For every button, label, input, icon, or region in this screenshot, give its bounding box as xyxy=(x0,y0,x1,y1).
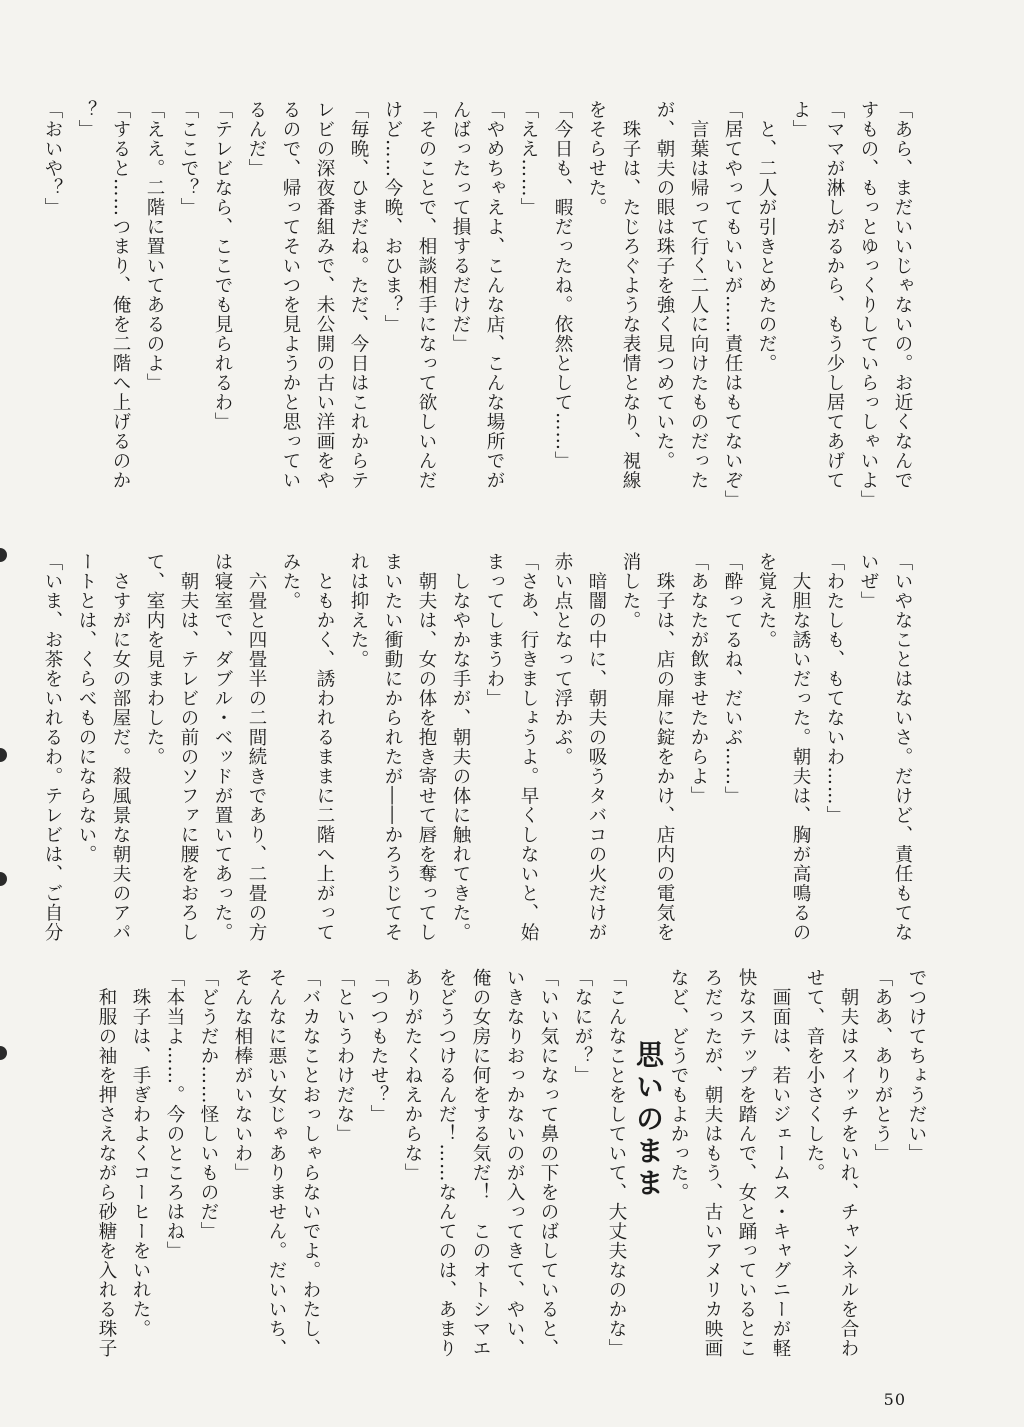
text-column: 大胆な誘いだった。朝夫は、胸が高鳴るの xyxy=(790,552,811,942)
text-column: 「おいや？」 xyxy=(42,100,63,217)
page-number: 50 xyxy=(883,1390,906,1409)
text-column: すもの、もっとゆっくりしていらっしゃいよ」 xyxy=(858,100,879,510)
text-column: 「毎晩、ひまだね。ただ、今日はこれからテ xyxy=(348,100,369,490)
text-column: 「バカなことおっしゃらないでよ。わたし、 xyxy=(300,968,321,1358)
text-column: 珠子は、店の扉に錠をかけ、店内の電気を xyxy=(654,552,675,942)
text-column: ともかく、誘われるままに二階へ上がって xyxy=(314,552,335,942)
text-column: 暗闇の中に、朝夫の吸うタバコの火だけが xyxy=(586,552,607,942)
text-column: でつけてちょうだい」 xyxy=(906,968,927,1163)
binding-hole xyxy=(0,748,7,762)
text-column: 「あなたが飲ませたからよ」 xyxy=(688,552,709,806)
text-column: 「本当よ……。今のところはね」 xyxy=(164,968,185,1261)
text-column: そんなに悪い女じゃありません。だいいち、 xyxy=(266,968,287,1358)
text-column: 朝夫は、テレビの前のソファに腰をおろし xyxy=(178,552,199,942)
text-column: 朝夫はスイッチをいれ、チャンネルを合わ xyxy=(838,968,859,1358)
text-column: 「ええ……」 xyxy=(518,100,539,217)
text-column: ろだったが、朝夫はもう、古いアメリカ映画 xyxy=(702,968,723,1358)
text-column: 「いい気になって鼻の下をのばしていると、 xyxy=(538,968,559,1358)
text-column: けど……今晩、おひま？」 xyxy=(382,100,403,334)
text-column: 「酔ってるね、だいぶ……」 xyxy=(722,552,743,806)
text-column: るので、帰ってそいつを見ようかと思ってい xyxy=(280,100,301,490)
text-column: 「テレビなら、ここでも見られるわ」 xyxy=(212,100,233,432)
text-column: 珠子は、たじろぐような表情となり、視線 xyxy=(620,100,641,490)
text-column: 「なにが？」 xyxy=(572,968,593,1085)
text-column: 「そのことで、相談相手になって欲しいんだ xyxy=(416,100,437,490)
text-column: せて、音を小さくした。 xyxy=(804,968,825,1183)
text-column: を覚えた。 xyxy=(756,552,777,650)
text-column: 「つつもたせ？」 xyxy=(368,968,389,1124)
text-column: 「ここで？」 xyxy=(178,100,199,217)
text-column: 「あら、まだいいじゃないの。お近くなんで xyxy=(892,100,913,490)
text-column: をそらせた。 xyxy=(586,100,607,217)
binding-hole xyxy=(0,1046,7,1060)
text-column: んばったって損するだけだ」 xyxy=(450,100,471,354)
text-column: 赤い点となって浮かぶ。 xyxy=(552,552,573,767)
text-column: 「ああ、ありがとう」 xyxy=(872,968,893,1163)
text-band-middle xyxy=(39,552,916,952)
text-column: ありがたくねえからな」 xyxy=(402,968,423,1183)
text-band-top xyxy=(39,100,916,540)
text-column: 珠子は、手ぎわよくコーヒーをいれた。 xyxy=(130,968,151,1339)
binding-hole xyxy=(0,548,7,562)
text-column: 「すると……つまり、俺を二階へ上げるのか xyxy=(110,100,131,490)
text-column: るんだ」 xyxy=(246,100,267,178)
text-column: は寝室で、ダブル・ベッドが置いてあった。 xyxy=(212,552,233,942)
text-column: 「いま、お茶をいれるわ。テレビは、ご自分 xyxy=(42,552,63,942)
text-column: まいたい衝動にかられたが――かろうじてそ xyxy=(382,552,403,942)
text-column: まってしまうわ」 xyxy=(484,552,505,708)
text-column: 「こんなことをしていて、大丈夫なのかな」 xyxy=(606,968,627,1358)
text-column: 消した。 xyxy=(620,552,641,630)
text-column: 「今日も、暇だったね。依然として……」 xyxy=(552,100,573,471)
section-heading: 思いのまま xyxy=(632,1040,665,1200)
text-column: いきなりおっかないのが入ってきて、やい、 xyxy=(504,968,525,1358)
text-column: 「というわけだな」 xyxy=(334,968,355,1144)
text-column: さすがに女の部屋だ。殺風景な朝夫のアパ xyxy=(110,552,131,942)
binding-hole xyxy=(0,872,7,886)
text-column: 「わたしも、もてないわ……」 xyxy=(824,552,845,825)
text-column: 朝夫は、女の体を抱き寄せて唇を奪ってし xyxy=(416,552,437,942)
text-column: 「やめちゃえよ、こんな店、こんな場所でが xyxy=(484,100,505,490)
text-column: れは抑えた。 xyxy=(348,552,369,669)
text-column: いぜ」 xyxy=(858,552,879,611)
text-column: 「さあ、行きましょうよ。早くしないと、始 xyxy=(518,552,539,942)
text-column: 「ママが淋しがるから、もう少し居てあげて xyxy=(824,100,845,490)
text-column: ートとは、くらべものにならない。 xyxy=(76,552,97,864)
text-column: みた。 xyxy=(280,552,301,611)
text-column: て、室内を見まわした。 xyxy=(144,552,165,767)
text-column: 「ええ。二階に置いてあるのよ」 xyxy=(144,100,165,393)
text-column: 「どうだか……怪しいものだ」 xyxy=(198,968,219,1241)
text-column: 画面は、若いジェームス・キャグニーが軽 xyxy=(770,968,791,1358)
text-band-bottom xyxy=(93,968,930,1358)
text-column: よ」 xyxy=(790,100,811,139)
text-column: 「いやなことはないさ。だけど、責任もてな xyxy=(892,552,913,942)
text-column: 和服の袖を押さえながら砂糖を入れる珠子 xyxy=(96,968,117,1358)
text-column: 俺の女房に何をする気だ！ このオトシマエ xyxy=(470,968,491,1358)
text-column: 快なステップを踏んで、女と踊っているとこ xyxy=(736,968,757,1358)
text-column: ？」 xyxy=(76,100,97,139)
text-column: レビの深夜番組みで、未公開の古い洋画をや xyxy=(314,100,335,490)
text-column: しなやかな手が、朝夫の体に触れてきた。 xyxy=(450,552,471,942)
text-column: をどうつけるんだ！……なんてのは、あまり xyxy=(436,968,457,1358)
text-column: そんな相棒がいないわ」 xyxy=(232,968,253,1183)
text-column: など、どうでもよかった。 xyxy=(668,968,689,1202)
text-column: が、朝夫の眼は珠子を強く見つめていた。 xyxy=(654,100,675,471)
text-column: 言葉は帰って行く二人に向けたものだった xyxy=(688,100,709,490)
text-column: 六畳と四畳半の二間続きであり、二畳の方 xyxy=(246,552,267,942)
text-column: 「居てやってもいいが……責任はもてないぞ」 xyxy=(722,100,743,510)
text-column: と、二人が引きとめたのだ。 xyxy=(756,100,777,373)
